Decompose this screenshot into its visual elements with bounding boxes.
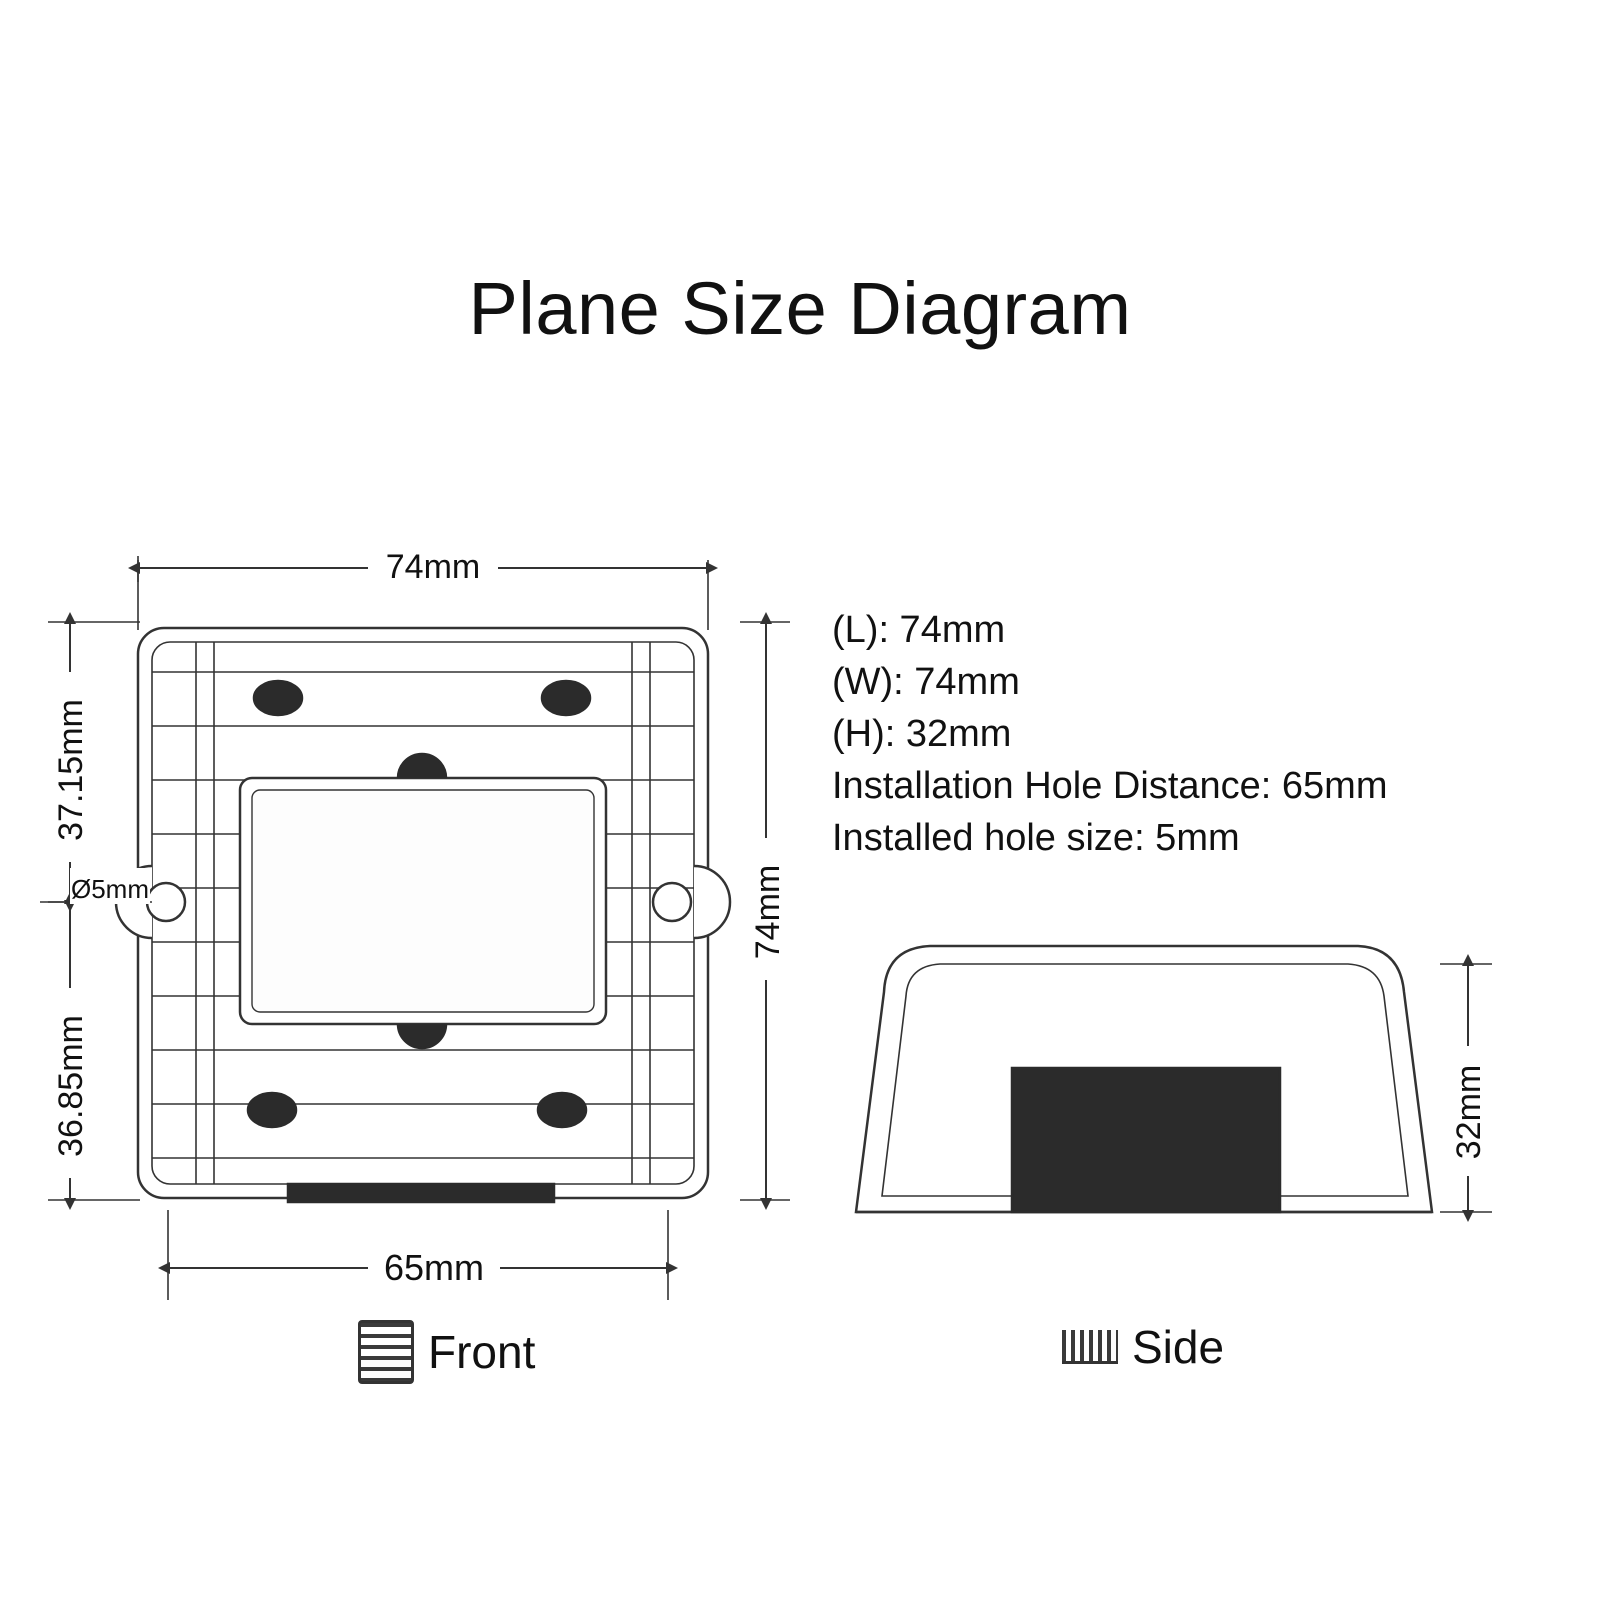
side-view-icon (1062, 1330, 1118, 1364)
side-view-drawing (856, 946, 1432, 1212)
dim-bottom-width: 65mm (383, 1247, 485, 1288)
front-view-drawing (116, 628, 730, 1202)
dim-side-height: 32mm (1450, 1064, 1488, 1160)
spec-width: (W): 74mm (832, 661, 1020, 703)
dim-right-height: 74mm (749, 864, 787, 960)
page-title: Plane Size Diagram (468, 267, 1132, 350)
dim-left-lower: 36.85mm (52, 1015, 90, 1157)
spec-hole-distance: Installation Hole Distance: 65mm (832, 765, 1388, 807)
front-view-icon (358, 1320, 414, 1384)
spec-hole-size: Installed hole size: 5mm (832, 817, 1240, 859)
dim-left-upper: 37.15mm (52, 699, 90, 841)
spec-length: (L): 74mm (832, 609, 1006, 651)
dim-top-width: 74mm (385, 548, 481, 586)
spec-height: (H): 32mm (832, 713, 1012, 755)
side-view-caption (1062, 1320, 1224, 1374)
side-view-label: Side (1132, 1321, 1225, 1373)
front-view-caption (358, 1320, 535, 1384)
dim-hole-diameter: Ø5mm (71, 874, 149, 904)
front-view-label: Front (428, 1326, 536, 1378)
